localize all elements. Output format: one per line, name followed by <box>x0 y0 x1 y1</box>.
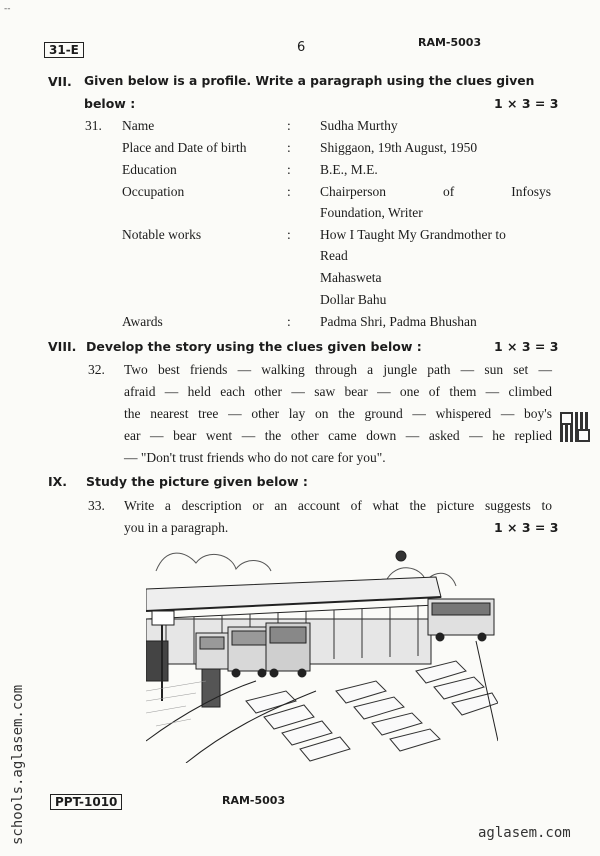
profile-value-birth: Shiggaon, 19th August, 1950 <box>320 140 478 155</box>
section-8-instruction: Develop the story using the clues given below : <box>86 339 422 354</box>
profile-colon: : <box>287 314 291 329</box>
profile-value-works-line4: Dollar Bahu <box>320 292 387 307</box>
question-31-number: 31. <box>85 118 102 133</box>
profile-colon: : <box>287 227 291 242</box>
profile-value-education: B.E., M.E. <box>320 162 378 177</box>
story-clue-line: the nearest tree — other lay on the ground — whispered — boy's <box>124 406 552 421</box>
paper-code: RAM-5003 <box>418 36 482 49</box>
question-code-box: 31-E <box>44 42 84 58</box>
corner-mark: -- <box>4 4 11 14</box>
section-8-numeral: VIII. <box>48 339 77 354</box>
qr-code-icon <box>560 412 590 442</box>
corner-watermark: aglasem.com <box>478 825 571 841</box>
footer-paper-code: RAM-5003 <box>222 794 286 807</box>
profile-value-awards: Padma Shri, Padma Bhushan <box>320 314 477 329</box>
story-clue-line: Two best friends — walking through a jungle path — sun set — <box>124 362 552 377</box>
profile-label-awards: Awards <box>122 314 163 329</box>
story-clue-line: — "Don't trust friends who do not care for you". <box>124 450 386 465</box>
profile-label-occupation: Occupation <box>122 184 185 199</box>
header-bar <box>0 0 600 30</box>
profile-label-name: Name <box>122 118 155 133</box>
footer-code-box: PPT-1010 <box>50 794 122 810</box>
question-33-line1: Write a description or an account of what the picture suggests to <box>124 498 552 513</box>
section-8-marks: 1 × 3 = 3 <box>494 339 559 354</box>
profile-value-works-line2: Read <box>320 248 348 263</box>
profile-value-name: Sudha Murthy <box>320 118 398 133</box>
question-33-line2: you in a paragraph. <box>124 520 229 535</box>
profile-label-works: Notable works <box>122 227 202 242</box>
page-number: 6 <box>297 40 306 55</box>
section-7-instruction-line1: Given below is a profile. Write a paragraph using the clues given <box>84 74 535 88</box>
profile-colon: : <box>287 118 291 133</box>
profile-value-works-line3: Mahasweta <box>320 270 382 285</box>
profile-value-occupation-line2: Foundation, Writer <box>320 205 423 220</box>
question-33-number: 33. <box>88 498 105 513</box>
profile-value-occupation-line1: Chairperson of Infosys <box>320 184 551 199</box>
profile-value-works-line1: How I Taught My Grandmother to <box>320 227 506 242</box>
section-7-numeral: VII. <box>48 74 72 89</box>
profile-colon: : <box>287 162 291 177</box>
profile-colon: : <box>287 184 291 199</box>
section-9-instruction: Study the picture given below : <box>86 474 308 489</box>
profile-label-education: Education <box>122 162 177 177</box>
section-7-marks: 1 × 3 = 3 <box>494 96 559 111</box>
question-32-number: 32. <box>88 362 105 377</box>
story-clue-line: afraid — held each other — saw bear — one of them — climbed <box>124 384 552 399</box>
story-clue-line: ear — bear went — the other came down — asked — he replied <box>124 428 552 443</box>
profile-label-birth: Place and Date of birth <box>122 140 247 155</box>
section-9-marks: 1 × 3 = 3 <box>494 520 559 535</box>
section-7-instruction-line2: below : <box>84 96 136 111</box>
section-9-numeral: IX. <box>48 474 68 489</box>
side-watermark: schools.aglasem.com <box>10 684 26 845</box>
profile-colon: : <box>287 140 291 155</box>
bus-stand-illustration <box>146 541 498 763</box>
